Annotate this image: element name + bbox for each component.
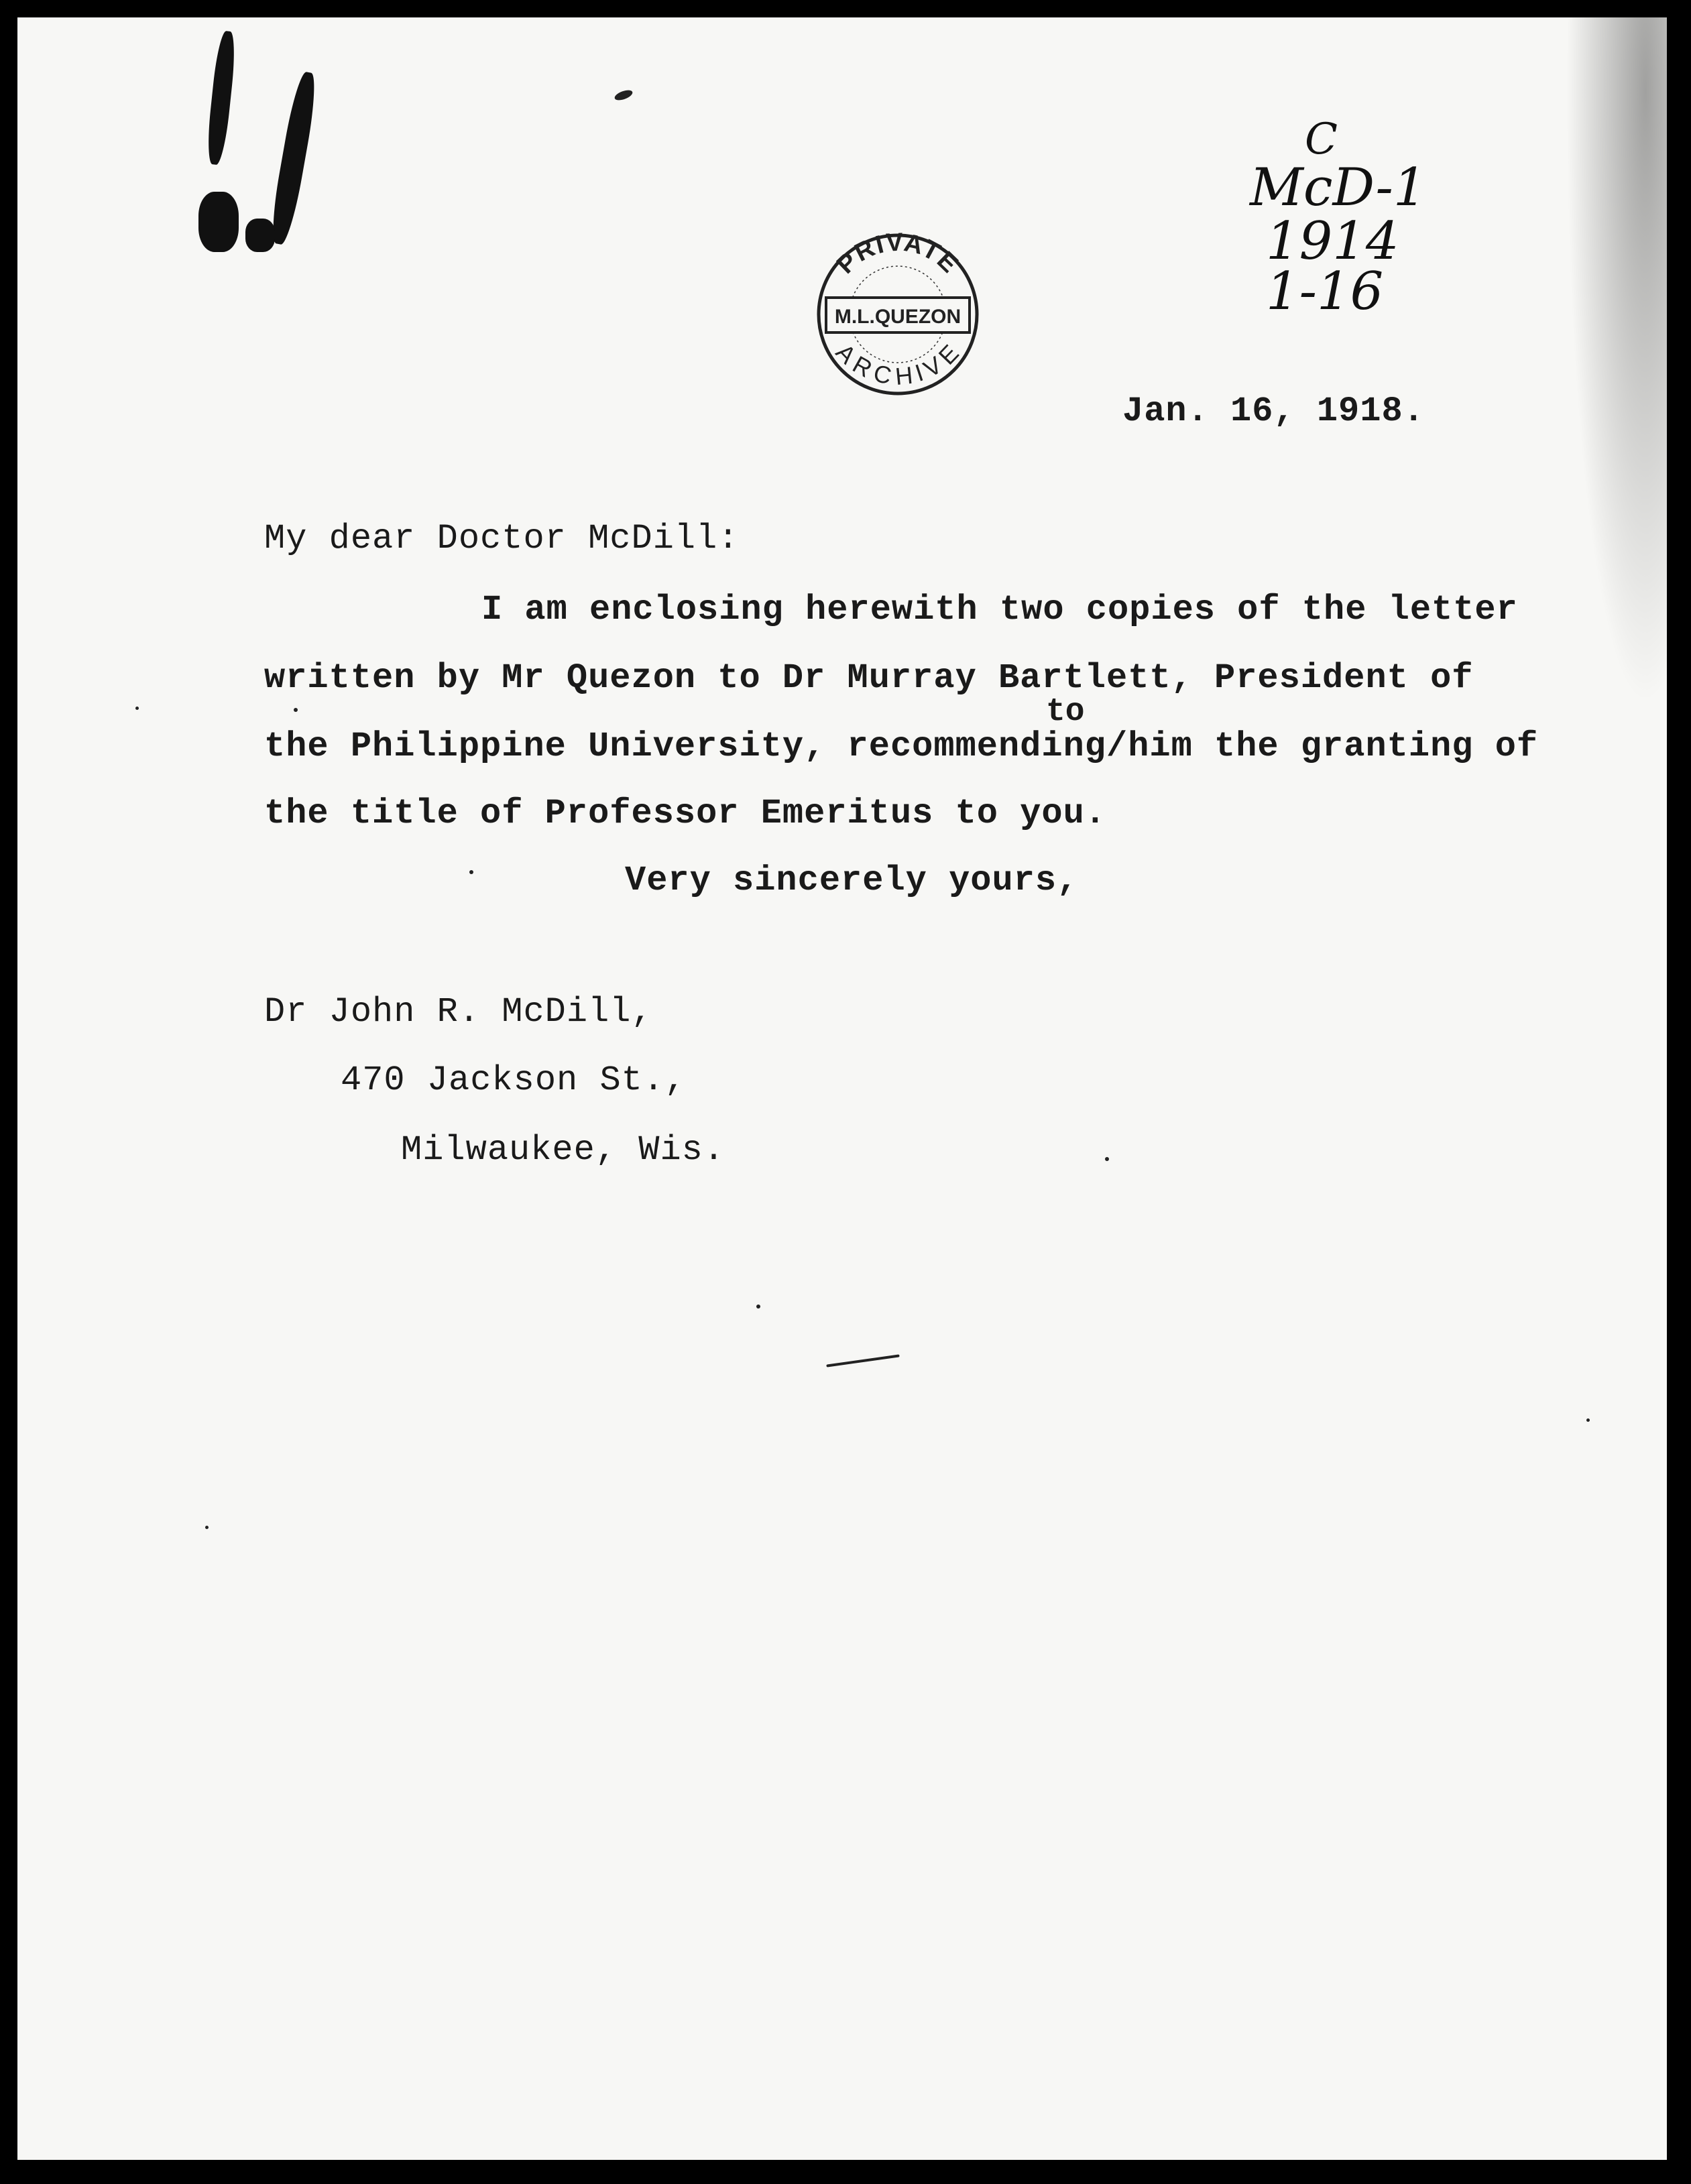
handwritten-note-line4: 1-16 xyxy=(1266,261,1384,322)
letter-page xyxy=(17,17,1667,2160)
address-city: Milwaukee, Wis. xyxy=(401,1130,725,1170)
letter-body-line3: the Philippine University, recommending/him the granting of xyxy=(264,727,1539,766)
archive-stamp xyxy=(814,231,982,398)
paper-speck xyxy=(1586,1418,1590,1422)
ink-smudge xyxy=(198,192,239,252)
scan-edge-shading xyxy=(1560,17,1667,755)
letter-body-line4: the title of Professor Emeritus to you. xyxy=(264,794,1106,833)
handwritten-note-line3: 1914 xyxy=(1266,211,1399,271)
paper-speck xyxy=(469,870,473,874)
letter-body-line1: I am enclosing herewith two copies of the letter xyxy=(481,590,1518,629)
stamp-top-text: PRIVATE xyxy=(831,231,964,280)
stamp-bottom-text: ARCHIVE xyxy=(830,338,966,391)
handwritten-note-line1: C xyxy=(1305,115,1338,164)
letter-date: Jan. 16, 1918. xyxy=(1122,391,1425,431)
paper-speck xyxy=(614,88,634,103)
letter-body-line2: written by Mr Quezon to Dr Murray Bartlett, President of xyxy=(264,658,1474,698)
ink-smudge xyxy=(205,30,238,166)
paper-speck xyxy=(756,1305,760,1309)
handwritten-note-line2: McD-1 xyxy=(1250,158,1427,218)
paper-speck xyxy=(294,708,298,712)
letter-salutation: My dear Doctor McDill: xyxy=(264,519,740,558)
stamp-middle-text: M.L.QUEZON xyxy=(834,306,961,328)
address-street: 470 Jackson St., xyxy=(341,1060,687,1100)
typed-insertion: to xyxy=(1046,694,1085,730)
address-name: Dr John R. McDill, xyxy=(264,992,653,1032)
stray-pen-stroke xyxy=(826,1354,899,1367)
paper-speck xyxy=(205,1526,209,1529)
paper-speck xyxy=(1105,1157,1109,1161)
ink-smudge xyxy=(268,70,320,246)
ink-smudge xyxy=(245,219,275,252)
letter-closing: Very sincerely yours, xyxy=(625,861,1079,900)
paper-speck xyxy=(135,707,139,710)
